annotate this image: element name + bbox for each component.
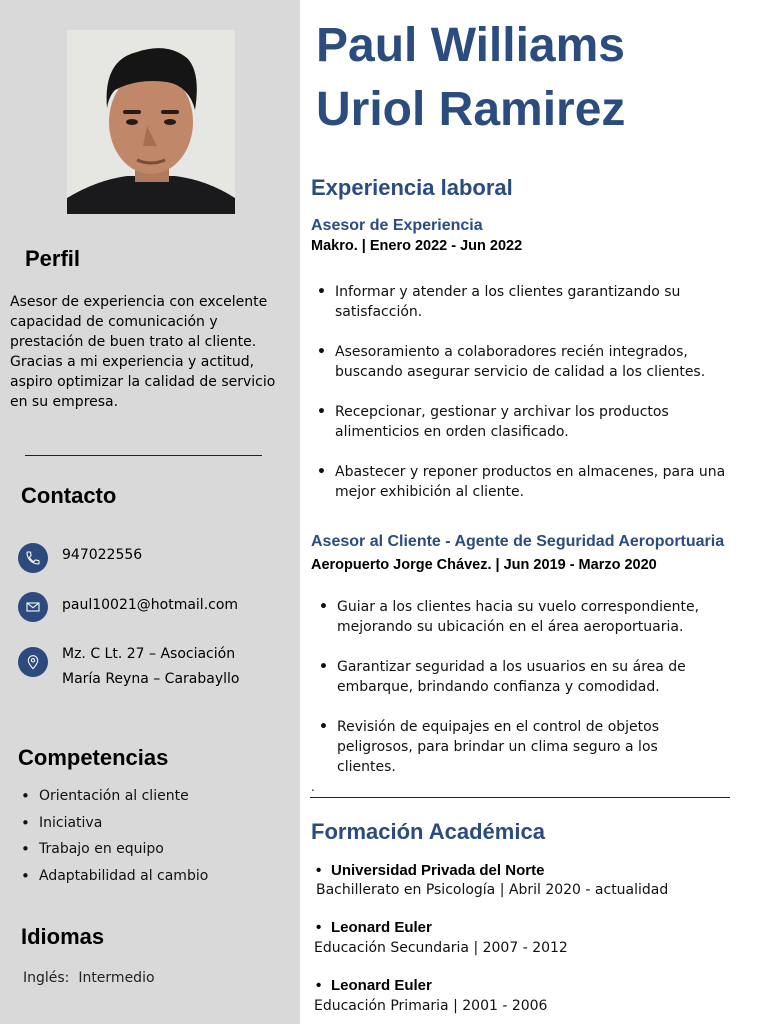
- job-title-2: Asesor al Cliente - Agente de Seguridad Aeroportuaria: [311, 533, 725, 550]
- idioma-level: Intermedio: [78, 970, 155, 986]
- sidebar-divider: [25, 455, 262, 456]
- list-item: • Abastecer y reponer productos en almacenes, para una mejor exhibición al cliente.: [316, 462, 725, 502]
- address-line-1: Mz. C Lt. 27 – Asociación: [62, 646, 236, 662]
- name-line-2: Uriol Ramirez: [316, 83, 626, 136]
- list-item: • Garantizar seguridad a los usuarios en su área de embarque, brindando confianza y comodidad.: [318, 657, 699, 697]
- perfil-heading: Perfil: [25, 246, 81, 271]
- job-title-1: Asesor de Experiencia: [311, 217, 483, 234]
- job-2-bullets: [318, 597, 699, 797]
- competencias-heading: Competencias: [18, 745, 169, 770]
- sidebar: [0, 0, 300, 1024]
- edu-institution-3: • Leonard Euler: [316, 977, 432, 994]
- list-item: • Iniciativa: [20, 811, 208, 838]
- perfil-text: Asesor de experiencia con excelente capacidad de comunicación y prestación de buen trato al cliente. Gracias a mi experiencia y actitud, aspiro optimizar la calidad de servicio en su empresa.: [10, 294, 276, 410]
- address-line-2: María Reyna – Carabayllo: [62, 671, 240, 687]
- idiomas-heading: Idiomas: [21, 924, 105, 949]
- mail-icon: [18, 592, 48, 622]
- contacto-heading: Contacto: [21, 483, 117, 508]
- edu-detail-1: Bachillerato en Psicología | Abril 2020 - actualidad: [316, 882, 669, 898]
- list-item: • Asesoramiento a colaboradores recién integrados, buscando asegurar servicio de calidad a los clientes.: [316, 342, 725, 382]
- list-item: • Revisión de equipajes en el control de objetos peligrosos, para brindar un clima seguro a los clientes.: [318, 717, 699, 777]
- job-meta-1: Makro. | Enero 2022 - Jun 2022: [311, 238, 523, 254]
- experience-heading: Experiencia laboral: [311, 175, 513, 200]
- trailing-dot: .: [311, 780, 315, 794]
- list-item: • Orientación al cliente: [20, 784, 208, 811]
- list-item: • Informar y atender a los clientes garantizando su satisfacción.: [316, 282, 725, 322]
- location-pin-icon: [18, 647, 48, 677]
- list-item: • Adaptabilidad al cambio: [20, 864, 208, 891]
- edu-institution-1: • Universidad Privada del Norte: [316, 862, 544, 879]
- edu-detail-2: Educación Secundaria | 2007 - 2012: [314, 940, 568, 956]
- phone-icon: [18, 543, 48, 573]
- main-divider: [310, 797, 730, 798]
- competencias-list: [20, 784, 208, 890]
- edu-detail-3: Educación Primaria | 2001 - 2006: [314, 998, 548, 1014]
- profile-photo: [67, 30, 235, 214]
- education-heading: Formación Académica: [311, 819, 545, 844]
- list-item: • Guiar a los clientes hacia su vuelo correspondiente, mejorando su ubicación en el área aeroportuaria.: [318, 597, 699, 637]
- list-item: • Recepcionar, gestionar y archivar los productos alimenticios en orden clasificado.: [316, 402, 725, 442]
- job-meta-2: Aeropuerto Jorge Chávez. | Jun 2019 - Marzo 2020: [311, 557, 657, 573]
- list-item: • Trabajo en equipo: [20, 837, 208, 864]
- email-text: paul10021@hotmail.com: [62, 597, 239, 613]
- idioma-row: [23, 970, 155, 986]
- job-1-bullets: [316, 282, 725, 522]
- name-line-1: Paul Williams: [316, 19, 625, 72]
- phone-text: 947022556: [62, 547, 143, 563]
- idioma-label: Inglés:: [23, 970, 70, 986]
- person-photo-icon: [67, 30, 235, 214]
- edu-institution-2: • Leonard Euler: [316, 919, 432, 936]
